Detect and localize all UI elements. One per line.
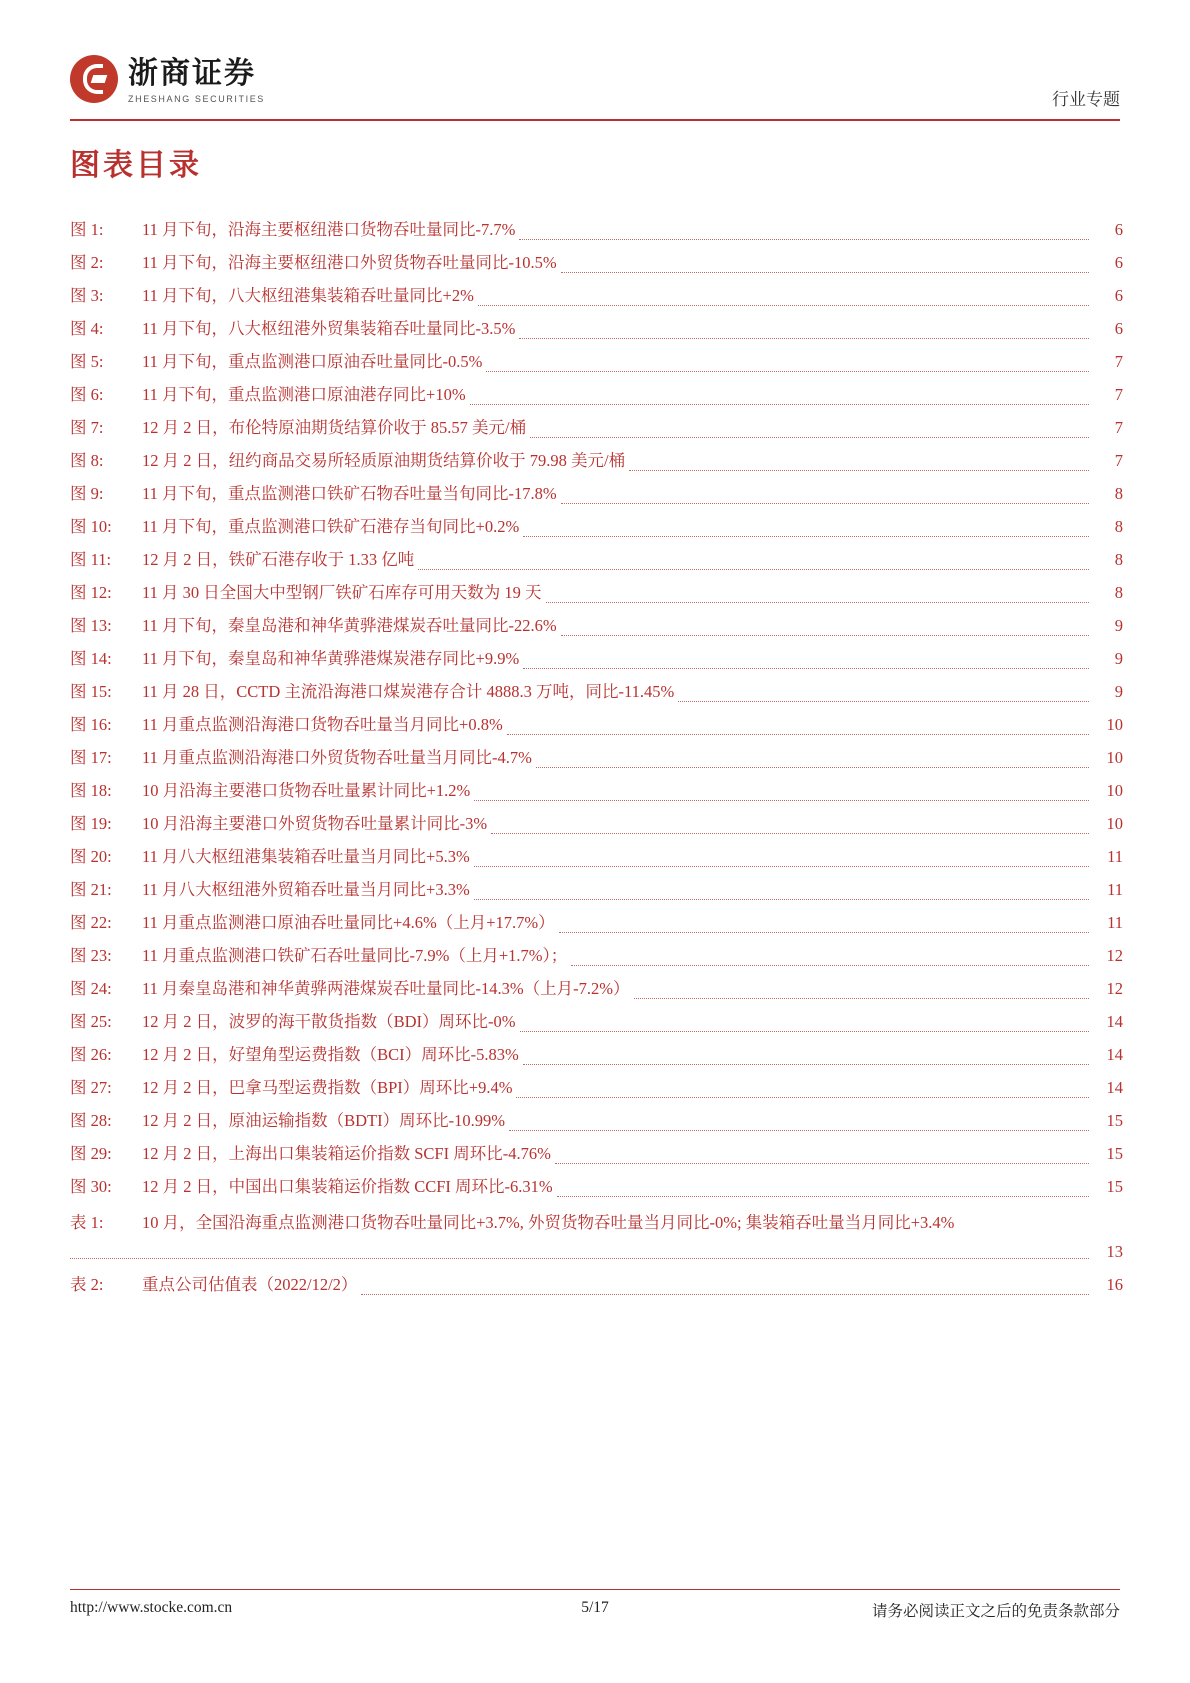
toc-leader-dots: [519, 338, 1089, 339]
toc-entry-label: 图 28:: [70, 1111, 112, 1130]
toc-entry-label: 图 5:: [70, 352, 104, 371]
toc-entry-text: 12 月 2 日，布伦特原油期货结算价收于 85.57 美元/桶: [142, 418, 527, 437]
toc-entry-page: 14: [1106, 1045, 1123, 1064]
toc-entry-text: 12 月 2 日，上海出口集装箱运价指数 SCFI 周环比-4.76%: [142, 1144, 551, 1163]
toc-entry-line-continuation: [70, 1239, 1123, 1265]
toc-entry-text: 11 月 30 日全国大中型钢厂铁矿石库存可用天数为 19 天: [142, 583, 542, 602]
toc-entry-page: 9: [1114, 616, 1123, 635]
toc-entry-text: 12 月 2 日，原油运输指数（BDTI）周环比-10.99%: [142, 1111, 505, 1130]
toc-entry-page: 9: [1114, 682, 1123, 701]
toc-entry-label: 图 25:: [70, 1012, 112, 1031]
footer-disclaimer: 请务必阅读正文之后的免责条款部分: [871, 1603, 1120, 1620]
toc-entry-label: 图 18:: [70, 781, 112, 800]
footer-url[interactable]: http://www.stocke.com.cn: [70, 1599, 233, 1616]
toc-entry-label: 图 17:: [70, 748, 112, 767]
toc-entry-label: 图 13:: [70, 616, 112, 635]
toc-entry[interactable]: [70, 279, 1123, 312]
toc-entry-page: 7: [1114, 418, 1123, 437]
toc-entry-label: 图 23:: [70, 946, 112, 965]
toc-entry[interactable]: [70, 774, 1123, 807]
toc-entry-label: 图 9:: [70, 484, 104, 503]
toc-leader-dots: [571, 965, 1089, 966]
toc-entry-label: 图 16:: [70, 715, 112, 734]
toc-entry-page: 13: [1106, 1242, 1123, 1261]
toc-entry[interactable]: [70, 477, 1123, 510]
toc-entry-page: 6: [1114, 253, 1123, 272]
page-header: [70, 55, 1120, 121]
toc-entry-text: 11 月下旬，秦皇岛和神华黄骅港煤炭港存同比+9.9%: [142, 649, 520, 668]
toc-entry[interactable]: [70, 840, 1123, 873]
toc-entry-label: 图 7:: [70, 418, 104, 437]
toc-entry[interactable]: [70, 675, 1123, 708]
toc-entry-text: 12 月 2 日，波罗的海干散货指数（BDI）周环比-0%: [142, 1012, 516, 1031]
toc-entry-label: 图 29:: [70, 1144, 112, 1163]
toc-entry-label: 图 26:: [70, 1045, 112, 1064]
toc-entry[interactable]: [70, 708, 1123, 741]
toc-entry-text: 11 月 28 日，CCTD 主流沿海港口煤炭港存合计 4888.3 万吨，同比-11.45%: [142, 682, 675, 701]
toc-entry[interactable]: [70, 939, 1123, 972]
toc-leader-dots: [678, 701, 1089, 702]
toc-leader-dots: [561, 503, 1089, 504]
toc-entry[interactable]: [70, 576, 1123, 609]
table-toc-list: [70, 1207, 1123, 1301]
toc-entry[interactable]: [70, 741, 1123, 774]
toc-entry-page: 12: [1106, 946, 1123, 965]
page-footer: [70, 1589, 1120, 1621]
toc-entry-label: 图 22:: [70, 913, 112, 932]
toc-leader-dots: [561, 272, 1089, 273]
toc-entry-text: 10 月沿海主要港口外贸货物吞吐量累计同比-3%: [142, 814, 488, 833]
logo-text-block: [128, 55, 265, 104]
toc-entry-text: 12 月 2 日，纽约商品交易所轻质原油期货结算价收于 79.98 美元/桶: [142, 451, 626, 470]
toc-leader-dots: [634, 998, 1090, 999]
toc-entry-text: 12 月 2 日，铁矿石港存收于 1.33 亿吨: [142, 550, 415, 569]
toc-entry-label: 图 24:: [70, 979, 112, 998]
toc-entry-label: 图 8:: [70, 451, 104, 470]
toc-entry[interactable]: [70, 1137, 1123, 1170]
toc-entry[interactable]: [70, 642, 1123, 675]
toc-leader-dots: [509, 1130, 1089, 1131]
toc-entry-text: 11 月下旬，重点监测港口铁矿石物吞吐量当旬同比-17.8%: [142, 484, 557, 503]
toc-entry-text: 11 月重点监测沿海港口货物吞吐量当月同比+0.8%: [142, 715, 503, 734]
toc-entry-text: 重点公司估值表（2022/12/2）: [142, 1275, 358, 1294]
toc-entry-page: 6: [1114, 319, 1123, 338]
toc-entry[interactable]: [70, 444, 1123, 477]
toc-entry[interactable]: [70, 312, 1123, 345]
toc-entry[interactable]: [70, 246, 1123, 279]
toc-leader-dots: [561, 635, 1089, 636]
toc-entry-label: 表 1:: [70, 1213, 104, 1232]
toc-entry-text: 11 月八大枢纽港外贸箱吞吐量当月同比+3.3%: [142, 880, 470, 899]
toc-leader-dots: [470, 404, 1089, 405]
toc-leader-dots: [418, 569, 1089, 570]
toc-entry-text: 11 月下旬，重点监测港口铁矿石港存当旬同比+0.2%: [142, 517, 520, 536]
toc-entry-page: 8: [1114, 550, 1123, 569]
toc-entry[interactable]: [70, 378, 1123, 411]
toc-entry-text: 11 月重点监测港口原油吞吐量同比+4.6%（上月+17.7%）: [142, 913, 555, 932]
toc-entry-label: 图 3:: [70, 286, 104, 305]
toc-entry-label: 图 12:: [70, 583, 112, 602]
page-title: 图表目录: [70, 149, 202, 182]
figure-toc-list: [70, 213, 1123, 1203]
toc-entry-text: 11 月下旬，八大枢纽港集装箱吞吐量同比+2%: [142, 286, 474, 305]
toc-entry-label: 图 30:: [70, 1177, 112, 1196]
toc-entry-page: 14: [1106, 1012, 1123, 1031]
toc-entry-page: 6: [1114, 286, 1123, 305]
toc-leader-dots: [507, 734, 1089, 735]
toc-entry-text: 11 月八大枢纽港集装箱吞吐量当月同比+5.3%: [142, 847, 470, 866]
toc-entry[interactable]: [70, 609, 1123, 642]
toc-entry-page: 8: [1114, 484, 1123, 503]
toc-entry-label: 图 27:: [70, 1078, 112, 1097]
toc-entry-page: 8: [1114, 583, 1123, 602]
toc-leader-dots: [536, 767, 1089, 768]
toc-leader-dots: [523, 1064, 1089, 1065]
toc-entry-text: 11 月下旬，八大枢纽港外贸集装箱吞吐量同比-3.5%: [142, 319, 516, 338]
toc-leader-dots: [474, 899, 1089, 900]
toc-entry-page: 11: [1107, 913, 1123, 932]
toc-entry-text: 11 月重点监测港口铁矿石吞吐量同比-7.9%（上月+1.7%）；: [142, 946, 568, 965]
toc-entry[interactable]: [70, 1207, 1123, 1265]
toc-entry-page: 10: [1106, 715, 1123, 734]
toc-entry-label: 图 2:: [70, 253, 104, 272]
toc-entry-text: 11 月下旬，沿海主要枢纽港口外贸货物吞吐量同比-10.5%: [142, 253, 557, 272]
toc-leader-dots: [361, 1294, 1089, 1295]
toc-entry-page: 7: [1114, 451, 1123, 470]
toc-entry-text: 12 月 2 日，好望角型运费指数（BCI）周环比-5.83%: [142, 1045, 519, 1064]
toc-entry-text: 11 月重点监测沿海港口外贸货物吞吐量当月同比-4.7%: [142, 748, 532, 767]
toc-entry[interactable]: [70, 807, 1123, 840]
logo-company-name-en: ZHESHANG SECURITIES: [128, 94, 265, 104]
toc-entry-page: 15: [1106, 1177, 1123, 1196]
toc-leader-dots: [491, 833, 1089, 834]
toc-entry[interactable]: [70, 213, 1123, 246]
toc-entry-page: 11: [1107, 880, 1123, 899]
toc-entry[interactable]: [70, 972, 1123, 1005]
toc-entry-text: 11 月秦皇岛港和神华黄骅两港煤炭吞吐量同比-14.3%（上月-7.2%）: [142, 979, 630, 998]
company-logo: [70, 55, 265, 104]
toc-entry[interactable]: [70, 906, 1123, 939]
toc-entry[interactable]: [70, 1170, 1123, 1203]
toc-leader-dots: [530, 437, 1089, 438]
toc-entry-text: 11 月下旬，秦皇岛港和神华黄骅港煤炭吞吐量同比-22.6%: [142, 616, 557, 635]
toc-leader-dots: [486, 371, 1089, 372]
toc-entry[interactable]: [70, 345, 1123, 378]
footer-page-number: 5/17: [581, 1599, 609, 1616]
toc-entry-label: 图 14:: [70, 649, 112, 668]
toc-entry-text: 12 月 2 日，巴拿马型运费指数（BPI）周环比+9.4%: [142, 1078, 513, 1097]
toc-entry-page: 8: [1114, 517, 1123, 536]
toc-leader-dots: [523, 668, 1089, 669]
toc-leader-dots: [555, 1163, 1089, 1164]
toc-entry-line-primary: [70, 1207, 1123, 1239]
toc-entry-label: 图 10:: [70, 517, 112, 536]
toc-entry-label: 图 1:: [70, 220, 104, 239]
toc-entry-label: 图 19:: [70, 814, 112, 833]
toc-leader-dots: [516, 1097, 1089, 1098]
toc-entry-page: 7: [1114, 352, 1123, 371]
toc-entry-page: 12: [1106, 979, 1123, 998]
toc-leader-dots: [478, 305, 1089, 306]
toc-leader-dots: [629, 470, 1089, 471]
toc-leader-dots: [70, 1258, 1089, 1259]
toc-entry-text: 12 月 2 日，中国出口集装箱运价指数 CCFI 周环比-6.31%: [142, 1177, 553, 1196]
toc-entry-text: 11 月下旬，重点监测港口原油港存同比+10%: [142, 385, 466, 404]
toc-entry-text: 10 月，全国沿海重点监测港口货物吞吐量同比+3.7%, 外贸货物吞吐量当月同比-0%; 集装箱吞吐量当月同比+3.4%: [142, 1213, 955, 1232]
toc-entry[interactable]: [70, 1269, 1123, 1301]
toc-entry[interactable]: [70, 543, 1123, 576]
toc-entry-page: 11: [1107, 847, 1123, 866]
toc-entry-label: 图 4:: [70, 319, 104, 338]
toc-entry-text: 11 月下旬，沿海主要枢纽港口货物吞吐量同比-7.7%: [142, 220, 516, 239]
toc-entry-label: 图 21:: [70, 880, 112, 899]
zheshang-logo-icon: [70, 55, 118, 103]
toc-entry[interactable]: [70, 510, 1123, 543]
toc-entry-page: 10: [1106, 781, 1123, 800]
toc-entry[interactable]: [70, 1071, 1123, 1104]
toc-leader-dots: [474, 800, 1089, 801]
toc-entry-text: 10 月沿海主要港口货物吞吐量累计同比+1.2%: [142, 781, 471, 800]
toc-entry[interactable]: [70, 1038, 1123, 1071]
toc-entry-line-primary: [70, 1269, 1123, 1301]
toc-entry-page: 14: [1106, 1078, 1123, 1097]
toc-leader-dots: [523, 536, 1089, 537]
toc-leader-dots: [546, 602, 1089, 603]
toc-entry-page: 15: [1106, 1144, 1123, 1163]
toc-leader-dots: [557, 1196, 1089, 1197]
toc-entry-label: 图 11:: [70, 550, 112, 569]
toc-leader-dots: [559, 932, 1089, 933]
toc-entry-page: 16: [1106, 1275, 1123, 1294]
toc-entry-page: 15: [1106, 1111, 1123, 1130]
header-doc-type: 行业专题: [1052, 90, 1120, 109]
toc-entry-label: 图 6:: [70, 385, 104, 404]
toc-leader-dots: [519, 239, 1089, 240]
toc-leader-dots: [520, 1031, 1089, 1032]
toc-entry-page: 10: [1106, 748, 1123, 767]
toc-entry-label: 表 2:: [70, 1275, 104, 1294]
toc-leader-dots: [474, 866, 1089, 867]
toc-entry-page: 10: [1106, 814, 1123, 833]
toc-entry[interactable]: [70, 873, 1123, 906]
toc-entry-text: 11 月下旬，重点监测港口原油吞吐量同比-0.5%: [142, 352, 483, 371]
logo-company-name-cn: 浙商证券: [128, 57, 256, 90]
toc-entry[interactable]: [70, 1005, 1123, 1038]
toc-entry-page: 6: [1114, 220, 1123, 239]
toc-entry-page: 9: [1114, 649, 1123, 668]
toc-entry-page: 7: [1114, 385, 1123, 404]
toc-entry-label: 图 20:: [70, 847, 112, 866]
toc-entry-label: 图 15:: [70, 682, 112, 701]
toc-entry[interactable]: [70, 1104, 1123, 1137]
toc-entry[interactable]: [70, 411, 1123, 444]
